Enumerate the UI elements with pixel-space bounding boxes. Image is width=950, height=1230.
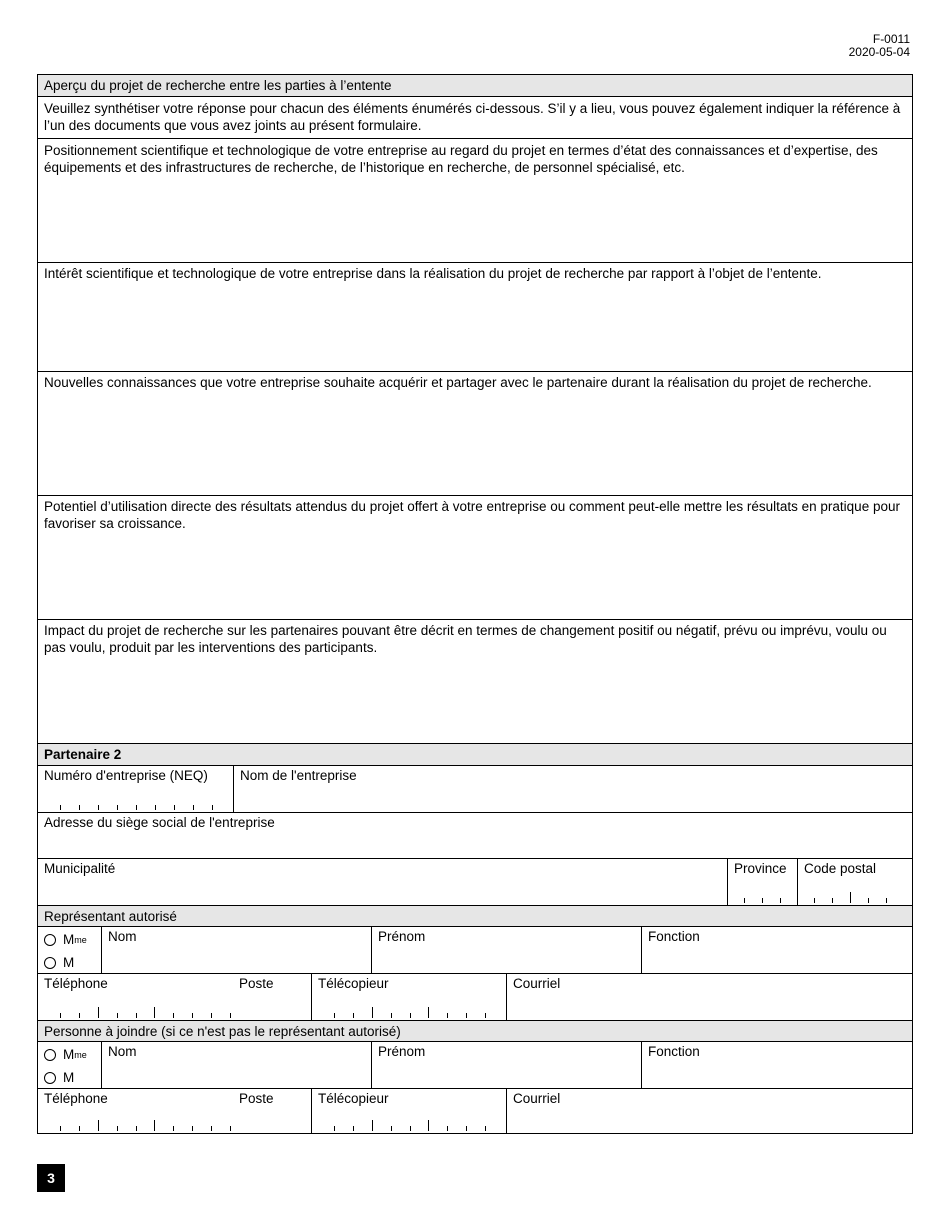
salutation-mme-sup: me	[74, 1049, 87, 1060]
overview-instructions: Veuillez synthétiser votre réponse pour chacun des éléments énumérés ci-dessous. S’il y a lieu, vous pouvez également indiquer la référence à l’un des documents que vous avez joints au présent formulaire.	[44, 101, 901, 133]
telecopieur-ticks	[334, 1119, 494, 1131]
overview-header	[38, 75, 912, 97]
prenom-field[interactable]	[371, 927, 641, 973]
telephone-field[interactable]	[38, 1089, 233, 1133]
salutation-m-option[interactable]	[44, 1070, 74, 1085]
province-field[interactable]	[727, 859, 797, 905]
page-number: 3	[37, 1164, 65, 1192]
question-field[interactable]	[38, 496, 912, 620]
question-label: Positionnement scientifique et technologique de votre entreprise au regard du projet en termes d’état des connaissances et d’expertise, des équipements et des infrastructures de recherche, de l’historique en recherche, de personnel spécialisé, etc.	[44, 143, 878, 175]
radio-icon[interactable]	[44, 957, 56, 969]
salutation-mme-option[interactable]	[44, 932, 87, 947]
neq-ticks	[60, 798, 220, 810]
form-date: 2020-05-04	[848, 45, 910, 59]
prenom-label: Prénom	[378, 1044, 426, 1059]
salutation-mme-label: M	[63, 1047, 75, 1062]
poste-field[interactable]	[233, 1089, 311, 1133]
overview-title: Aperçu du projet de recherche entre les parties à l’entente	[44, 78, 392, 93]
location-row	[38, 859, 912, 906]
nom-label: Nom	[108, 929, 137, 944]
prenom-label: Prénom	[378, 929, 426, 944]
prenom-field[interactable]	[371, 1042, 641, 1088]
radio-icon[interactable]	[44, 1072, 56, 1084]
salutation-m-label: M	[63, 955, 75, 970]
fonction-label: Fonction	[648, 1044, 700, 1059]
question-field[interactable]	[38, 372, 912, 496]
telecopieur-field[interactable]	[311, 974, 506, 1020]
representative-phone-row	[38, 974, 912, 1021]
salutation-group	[38, 1042, 101, 1088]
question-label: Intérêt scientifique et technologique de votre entreprise dans la réalisation du projet de recherche par rapport à l’objet de l’entente.	[44, 266, 822, 281]
telecopieur-label: Télécopieur	[318, 976, 389, 991]
contact-title: Personne à joindre (si ce n'est pas le représentant autorisé)	[44, 1024, 401, 1039]
fonction-field[interactable]	[641, 1042, 912, 1088]
telephone-field[interactable]	[38, 974, 233, 1020]
question-field[interactable]	[38, 139, 912, 263]
salutation-group	[38, 927, 101, 973]
municipality-field[interactable]	[38, 859, 727, 905]
postal-code-field[interactable]	[797, 859, 912, 905]
neq-field[interactable]	[38, 766, 233, 812]
radio-icon[interactable]	[44, 1049, 56, 1061]
municipality-label: Municipalité	[44, 861, 116, 876]
salutation-mme-sup: me	[74, 934, 87, 945]
question-label: Nouvelles connaissances que votre entreprise souhaite acquérir et partager avec le partenaire durant la réalisation du projet de recherche.	[44, 375, 872, 390]
postal-code-label: Code postal	[804, 861, 877, 876]
poste-label: Poste	[239, 976, 274, 991]
salutation-mme-option[interactable]	[44, 1047, 87, 1062]
nom-label: Nom	[108, 1044, 137, 1059]
telephone-label: Téléphone	[44, 976, 108, 991]
telecopieur-field[interactable]	[311, 1089, 506, 1133]
province-label: Province	[734, 861, 787, 876]
telephone-ticks	[60, 1119, 235, 1131]
form-frame	[37, 74, 913, 1134]
partner-header	[38, 744, 912, 766]
representative-title: Représentant autorisé	[44, 909, 177, 924]
courriel-label: Courriel	[513, 976, 561, 991]
question-field[interactable]	[38, 263, 912, 372]
nom-field[interactable]	[101, 1042, 371, 1088]
salutation-mme-label: M	[63, 932, 75, 947]
representative-name-row	[38, 927, 912, 974]
telephone-ticks	[60, 1006, 235, 1018]
courriel-label: Courriel	[513, 1091, 561, 1106]
form-number: F-0011	[872, 32, 910, 46]
postal-ticks	[814, 891, 894, 903]
telecopieur-ticks	[334, 1006, 494, 1018]
salutation-m-label: M	[63, 1070, 75, 1085]
courriel-field[interactable]	[506, 1089, 912, 1133]
company-name-field[interactable]	[233, 766, 912, 812]
question-label: Potentiel d’utilisation directe des résultats attendus du projet offert à votre entreprise ou comment peut-elle mettre les résultats en pratique pour favoriser sa croissance.	[44, 499, 900, 531]
telecopieur-label: Télécopieur	[318, 1091, 389, 1106]
telephone-label: Téléphone	[44, 1091, 108, 1106]
province-ticks	[744, 891, 784, 903]
poste-label: Poste	[239, 1091, 274, 1106]
contact-header	[38, 1021, 912, 1042]
contact-phone-row	[38, 1089, 912, 1133]
question-label: Impact du projet de recherche sur les partenaires pouvant être décrit en termes de changement positif ou négatif, prévu ou imprévu, voulu ou pas voulu, produit par les interventions des participants.	[44, 623, 887, 655]
contact-name-row	[38, 1042, 912, 1089]
nom-field[interactable]	[101, 927, 371, 973]
courriel-field[interactable]	[506, 974, 912, 1020]
neq-label: Numéro d'entreprise (NEQ)	[44, 768, 208, 783]
form-code	[849, 33, 910, 59]
question-field[interactable]	[38, 620, 912, 744]
fonction-field[interactable]	[641, 927, 912, 973]
fonction-label: Fonction	[648, 929, 700, 944]
overview-instructions-row	[38, 97, 912, 139]
representative-header	[38, 906, 912, 927]
address-field[interactable]	[38, 813, 912, 859]
partner-id-row	[38, 766, 912, 813]
partner-title: Partenaire 2	[44, 747, 122, 762]
salutation-m-option[interactable]	[44, 955, 74, 970]
radio-icon[interactable]	[44, 934, 56, 946]
company-name-label: Nom de l'entreprise	[240, 768, 357, 783]
poste-field[interactable]	[233, 974, 311, 1020]
address-label: Adresse du siège social de l'entreprise	[44, 815, 275, 830]
